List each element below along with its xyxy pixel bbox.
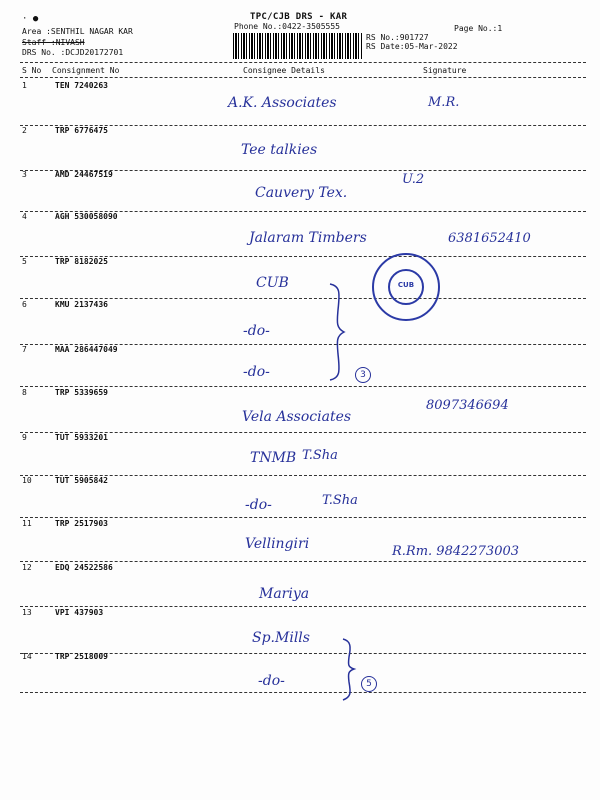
- row-sno: 4: [22, 212, 27, 221]
- rs-date: RS Date:05-Mar-2022: [366, 42, 458, 51]
- col-consignment: Consignment No: [52, 66, 120, 75]
- col-signature: Signature: [423, 66, 467, 75]
- row-consignment-no: MAA 286447049: [55, 345, 118, 354]
- row-consignee-name: Vela Associates: [242, 409, 352, 425]
- row-divider: [20, 298, 586, 299]
- row-signature: T.Sha: [322, 493, 358, 508]
- table-row: [0, 257, 600, 302]
- row-divider: [20, 606, 586, 607]
- drs-number: DRS No. :DCJD20172701: [22, 48, 124, 57]
- row-consignment-no: TRP 2518009: [55, 652, 108, 661]
- col-sno: S No: [22, 66, 42, 75]
- row-consignment-no: TRP 6776475: [55, 126, 108, 135]
- row-consignee-name: Mariya: [259, 586, 310, 602]
- row-sno: 13: [22, 608, 32, 617]
- row-consignment-no: TEN 7240263: [55, 81, 108, 90]
- row-consignment-no: AGH 530058090: [55, 212, 118, 221]
- header-divider: [20, 62, 586, 63]
- row-divider: [20, 561, 586, 562]
- row-consignment-no: VPI 437903: [55, 608, 104, 617]
- bracket-mark-2: [340, 637, 358, 702]
- row-signature-count: 3: [355, 367, 371, 383]
- staff-label: Staff :NIVASH: [22, 38, 85, 47]
- stamp-logo: CUB: [397, 281, 415, 289]
- row-sno: 9: [22, 433, 27, 442]
- document-title: TPC/CJB DRS - KAR: [250, 12, 348, 22]
- row-consignee-name: Vellingiri: [245, 536, 310, 552]
- table-row: [0, 300, 600, 345]
- row-sno: 6: [22, 300, 27, 309]
- row-consignment-no: KMU 2137436: [55, 300, 108, 309]
- row-signature: 8097346694: [426, 398, 509, 413]
- row-sno: 12: [22, 563, 32, 572]
- row-consignee-name: -do-: [245, 497, 272, 513]
- row-sno: 2: [22, 126, 27, 135]
- row-sno: 8: [22, 388, 27, 397]
- table-row: [0, 345, 600, 390]
- row-sno: 14: [22, 652, 32, 661]
- area-label: Area :SENTHIL NAGAR KAR: [22, 27, 133, 36]
- barcode: [233, 33, 363, 59]
- bracket-mark-1: [326, 282, 348, 382]
- row-signature: M.R.: [428, 95, 460, 110]
- row-divider: [20, 517, 586, 518]
- row-divider: [20, 692, 586, 693]
- row-consignee-name: Cauvery Tex.: [255, 185, 348, 201]
- rs-number: RS No.:901727: [366, 33, 429, 42]
- row-consignee-name: Tee talkies: [241, 142, 318, 158]
- row-signature: T.Sha: [302, 448, 338, 463]
- row-consignee-name: Sp.Mills: [252, 630, 310, 646]
- row-sno: 5: [22, 257, 27, 266]
- column-divider: [20, 77, 586, 78]
- row-consignee-name: TNMB: [250, 450, 297, 466]
- row-signature: 6381652410: [448, 231, 531, 246]
- row-consignee-name: Jalaram Timbers: [249, 230, 367, 246]
- table-row: [0, 433, 600, 478]
- phone-number: Phone No.:0422-3505555: [234, 22, 340, 31]
- row-signature: R.Rm. 9842273003: [392, 544, 520, 559]
- row-divider: [20, 386, 586, 387]
- row-sno: 1: [22, 81, 27, 90]
- col-consignee: Consignee Details: [243, 66, 325, 75]
- row-consignee-name: -do-: [243, 323, 270, 339]
- row-consignment-no: TRP 8182025: [55, 257, 108, 266]
- row-signature: U.2: [402, 172, 425, 187]
- row-sno: 10: [22, 476, 32, 485]
- row-consignment-no: TRP 5339659: [55, 388, 108, 397]
- corner-mark: · ●: [22, 14, 39, 24]
- row-sno: 7: [22, 345, 27, 354]
- row-consignee-name: CUB: [256, 275, 289, 291]
- page-number: Page No.:1: [454, 24, 503, 33]
- row-consignment-no: AMD 24467519: [55, 170, 113, 179]
- row-consignment-no: TUT 5905842: [55, 476, 108, 485]
- row-consignment-no: EDQ 24522586: [55, 563, 113, 572]
- row-consignee-name: -do-: [243, 364, 270, 380]
- row-consignee-name: -do-: [258, 673, 285, 689]
- row-consignment-no: TRP 2517903: [55, 519, 108, 528]
- table-row: [0, 652, 600, 697]
- bank-stamp: [372, 253, 440, 321]
- row-consignment-no: TUT 5933201: [55, 433, 108, 442]
- row-signature-count: 5: [361, 676, 377, 692]
- row-sno: 3: [22, 170, 27, 179]
- table-row: [0, 476, 600, 521]
- row-sno: 11: [22, 519, 32, 528]
- row-consignee-name: A.K. Associates: [228, 95, 337, 111]
